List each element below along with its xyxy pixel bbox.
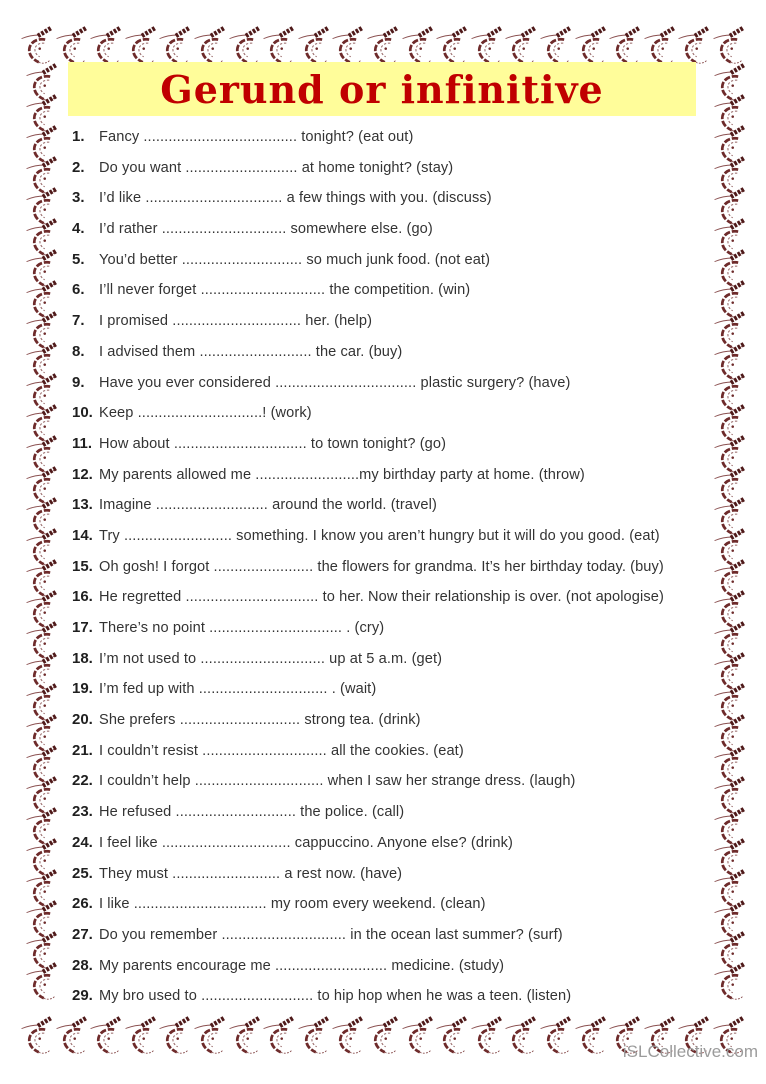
- list-item: [72, 766, 720, 797]
- swirl-ornament-icon: [55, 25, 89, 65]
- item-number: 5.: [72, 250, 85, 268]
- item-text: I feel like ............................... cappuccino. Anyone else? (drink): [99, 834, 513, 851]
- item-number: 10.: [72, 404, 93, 422]
- swirl-ornament-icon: [262, 25, 296, 65]
- item-number: 9.: [72, 373, 85, 391]
- item-number: 21.: [72, 741, 93, 759]
- list-item: [72, 582, 720, 613]
- item-number: 2.: [72, 158, 85, 176]
- page-title: Gerund or infinitive: [160, 66, 604, 112]
- swirl-ornament-icon: [712, 25, 746, 65]
- list-item: [72, 429, 720, 460]
- item-text: Try .......................... something. I know you aren’t hungry but it will do you good. (eat): [99, 527, 660, 544]
- list-item: [72, 644, 720, 675]
- item-text: I’m fed up with ............................... . (wait): [99, 681, 377, 698]
- item-number: 22.: [72, 772, 93, 790]
- item-number: 4.: [72, 220, 85, 238]
- list-item: [72, 521, 720, 552]
- list-item: [72, 981, 720, 1012]
- swirl-ornament-icon: [124, 1015, 158, 1055]
- item-number: 17.: [72, 619, 93, 636]
- swirl-ornament-icon: [401, 25, 435, 65]
- item-number: 19.: [72, 680, 93, 698]
- swirl-ornament-icon: [297, 25, 331, 65]
- item-text: I’d like ................................. a few things with you. (discuss): [99, 190, 492, 207]
- list-item: [72, 368, 720, 399]
- item-number: 20.: [72, 711, 93, 729]
- item-text: Do you want ........................... at home tonight? (stay): [99, 159, 454, 176]
- list-item: [72, 398, 720, 429]
- item-text: My parents allowed me .........................my birthday party at home. (throw): [99, 466, 585, 483]
- item-number: 13.: [72, 496, 93, 514]
- ornament-border-left: [22, 62, 62, 1010]
- list-item: [72, 889, 720, 920]
- item-number: 16.: [72, 588, 93, 606]
- swirl-ornament-icon: [89, 1015, 123, 1055]
- item-text: I’ll never forget .............................. the competition. (win): [99, 282, 471, 299]
- list-item: [72, 920, 720, 951]
- item-text: Keep ..............................! (work): [99, 405, 312, 422]
- item-text: I couldn’t help ............................... when I saw her strange dress. (laugh): [99, 773, 576, 790]
- title-banner: [68, 62, 696, 116]
- item-number: 25.: [72, 864, 93, 882]
- list-item: [72, 214, 720, 245]
- item-text: She prefers ............................. strong tea. (drink): [99, 712, 421, 729]
- item-text: There’s no point ................................ . (cry): [99, 620, 385, 636]
- list-item: [72, 674, 720, 705]
- item-text: How about ................................ to town tonight? (go): [99, 435, 447, 452]
- list-item: [72, 490, 720, 521]
- item-text: My bro used to ........................... to hip hop when he was a teen. (listen): [99, 988, 572, 1005]
- swirl-ornament-icon: [504, 25, 538, 65]
- item-text: I promised ............................... her. (help): [99, 313, 373, 330]
- item-number: 11.: [72, 434, 93, 452]
- swirl-ornament-icon: [158, 25, 192, 65]
- list-item: [72, 306, 720, 337]
- item-text: Oh gosh! I forgot ........................ the flowers for grandma. It’s her birthday today. (buy): [99, 558, 664, 575]
- swirl-ornament-icon: [262, 1015, 296, 1055]
- list-item: [72, 951, 720, 982]
- item-number: 14.: [72, 526, 93, 544]
- swirl-ornament-icon: [331, 1015, 365, 1055]
- item-text: Have you ever considered .................................. plastic surgery? (have): [99, 374, 571, 391]
- swirl-ornament-icon: [435, 1015, 469, 1055]
- swirl-ornament-icon: [25, 961, 59, 1001]
- item-text: I like ................................ my room every weekend. (clean): [99, 896, 486, 913]
- list-item: [72, 183, 720, 214]
- list-item: [72, 153, 720, 184]
- swirl-ornament-icon: [228, 1015, 262, 1055]
- list-item: [72, 337, 720, 368]
- item-text: You’d better ............................. so much junk food. (not eat): [99, 251, 491, 268]
- item-text: Fancy ..................................... tonight? (eat out): [99, 129, 414, 145]
- item-number: 28.: [72, 956, 93, 974]
- item-number: 3.: [72, 189, 85, 207]
- swirl-ornament-icon: [401, 1015, 435, 1055]
- watermark-text: iSLCollective.com: [622, 1042, 758, 1061]
- swirl-ornament-icon: [55, 1015, 89, 1055]
- swirl-ornament-icon: [331, 25, 365, 65]
- list-item: [72, 245, 720, 276]
- item-number: 24.: [72, 833, 93, 851]
- item-number: 6.: [72, 281, 85, 299]
- item-text: He regretted ................................ to her. Now their relationship is over. (not apologise): [99, 589, 664, 606]
- list-item: [72, 705, 720, 736]
- swirl-ornament-icon: [366, 1015, 400, 1055]
- swirl-ornament-icon: [20, 25, 54, 65]
- swirl-ornament-icon: [539, 1015, 573, 1055]
- item-text: I’m not used to .............................. up at 5 a.m. (get): [99, 650, 443, 667]
- swirl-ornament-icon: [574, 1015, 608, 1055]
- swirl-ornament-icon: [193, 1015, 227, 1055]
- list-item: [72, 797, 720, 828]
- swirl-ornament-icon: [89, 25, 123, 65]
- list-item: [72, 460, 720, 491]
- item-number: 1.: [72, 128, 85, 145]
- swirl-ornament-icon: [124, 25, 158, 65]
- item-text: He refused ............................. the police. (call): [99, 804, 405, 821]
- swirl-ornament-icon: [470, 1015, 504, 1055]
- item-number: 8.: [72, 342, 85, 360]
- item-number: 18.: [72, 649, 93, 667]
- swirl-ornament-icon: [366, 25, 400, 65]
- swirl-ornament-icon: [193, 25, 227, 65]
- item-text: My parents encourage me ........................... medicine. (study): [99, 957, 505, 974]
- swirl-ornament-icon: [574, 25, 608, 65]
- list-item: [72, 552, 720, 583]
- item-number: 12.: [72, 465, 93, 483]
- item-number: 27.: [72, 925, 93, 943]
- item-number: 26.: [72, 895, 93, 913]
- exercise-list: [72, 122, 720, 1012]
- list-item: [72, 859, 720, 890]
- item-number: 29.: [72, 987, 93, 1005]
- swirl-ornament-icon: [470, 25, 504, 65]
- ornament-border-top: [20, 24, 746, 66]
- list-item: [72, 613, 720, 644]
- swirl-ornament-icon: [539, 25, 573, 65]
- item-text: They must .......................... a rest now. (have): [99, 865, 403, 882]
- item-text: I’d rather .............................. somewhere else. (go): [99, 221, 433, 238]
- item-number: 7.: [72, 312, 85, 330]
- swirl-ornament-icon: [228, 25, 262, 65]
- swirl-ornament-icon: [643, 25, 677, 65]
- item-number: 23.: [72, 803, 93, 821]
- list-item: [72, 828, 720, 859]
- swirl-ornament-icon: [158, 1015, 192, 1055]
- item-text: Imagine ........................... around the world. (travel): [99, 497, 437, 514]
- item-text: I couldn’t resist .............................. all the cookies. (eat): [99, 742, 464, 759]
- swirl-ornament-icon: [677, 25, 711, 65]
- list-item: [72, 275, 720, 306]
- swirl-ornament-icon: [504, 1015, 538, 1055]
- item-number: 15.: [72, 557, 93, 575]
- swirl-ornament-icon: [435, 25, 469, 65]
- list-item: [72, 736, 720, 767]
- list-item: [72, 122, 720, 153]
- swirl-ornament-icon: [608, 25, 642, 65]
- item-text: Do you remember .............................. in the ocean last summer? (surf): [99, 926, 563, 943]
- swirl-ornament-icon: [20, 1015, 54, 1055]
- swirl-ornament-icon: [297, 1015, 331, 1055]
- item-text: I advised them ........................... the car. (buy): [99, 343, 403, 360]
